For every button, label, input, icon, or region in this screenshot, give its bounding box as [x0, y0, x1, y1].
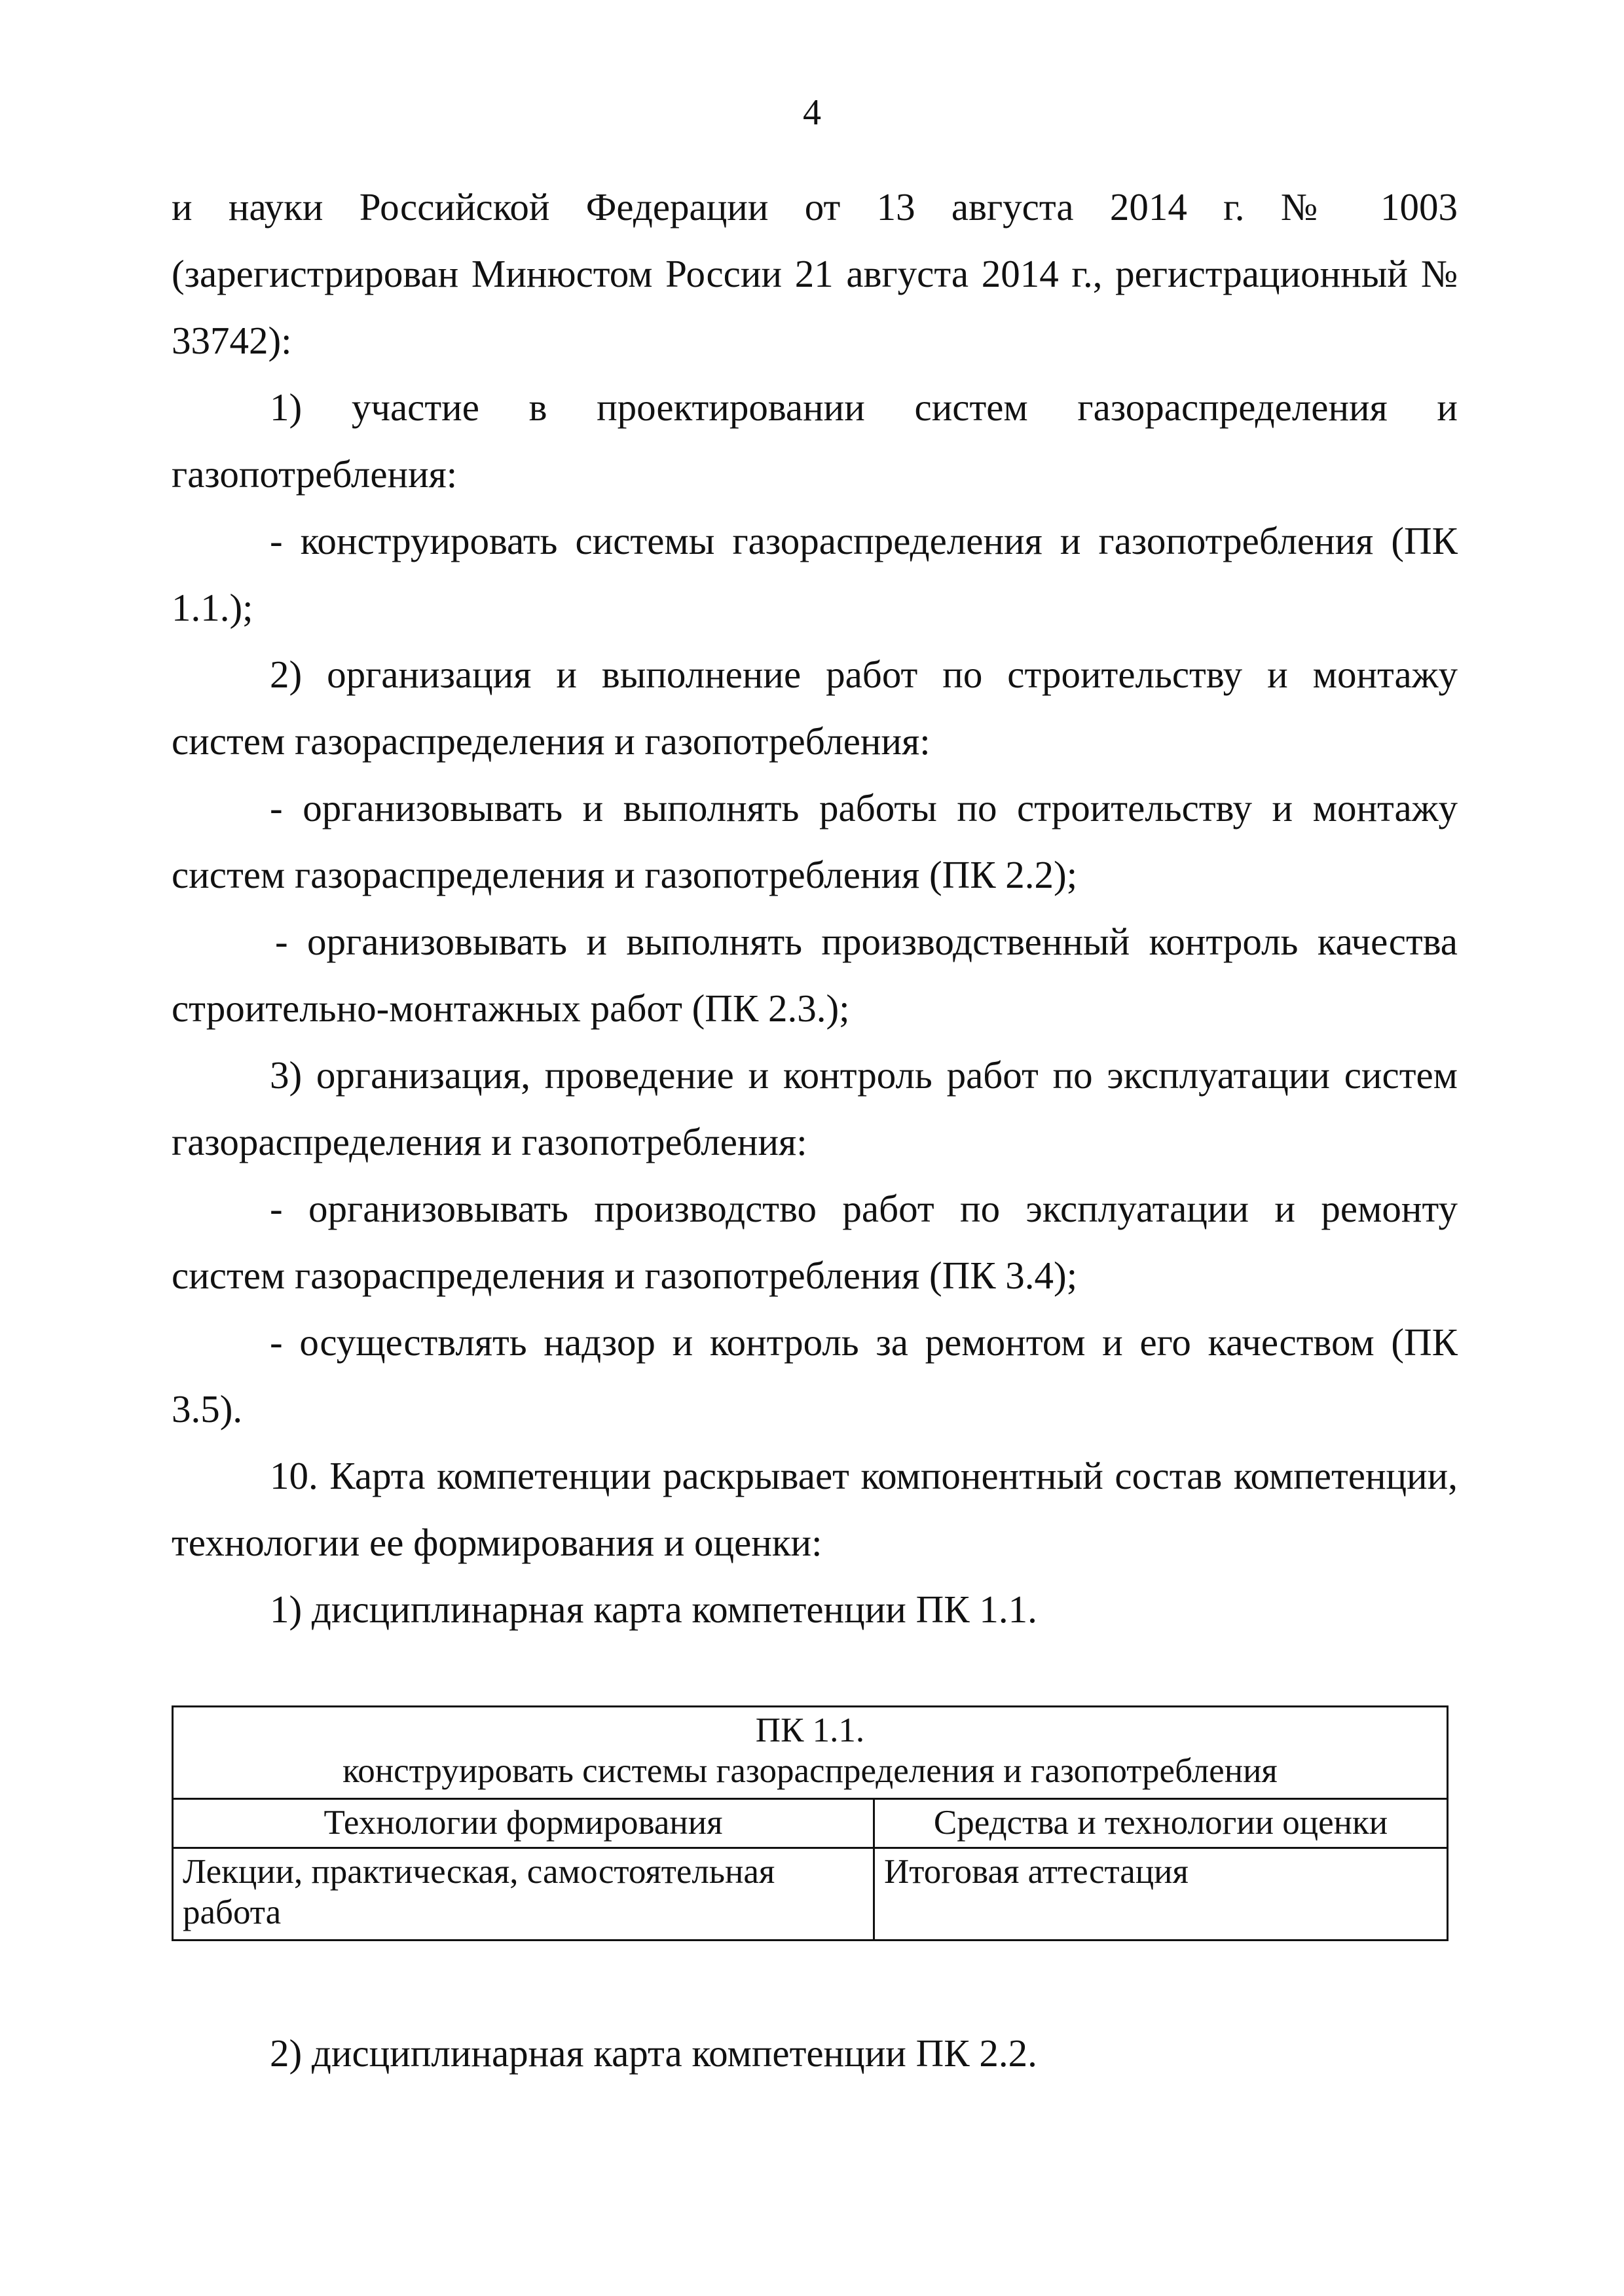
page-number: 4: [803, 92, 821, 133]
paragraph-pk-1-1: - конструировать системы газораспределения и газопотребления (ПК 1.1.);: [172, 519, 1458, 629]
paragraph-pk-3-4: - организовывать производство работ по эксплуатации и ремонту систем газораспределения и газопотребления (ПК 3.4);: [172, 1187, 1458, 1297]
paragraph-item-1: 1) участие в проектировании систем газораспределения и газопотребления:: [172, 386, 1458, 496]
table-header-cell: [173, 1707, 1448, 1799]
table-col-assessment-header: Средства и технологии оценки: [874, 1799, 1448, 1848]
paragraph-map-2: 2) дисциплинарная карта компетенции ПК 2.2.: [270, 2032, 1037, 2075]
paragraph-item-3: 3) организация, проведение и контроль работ по эксплуатации систем газораспределения и газопотребления:: [172, 1053, 1458, 1163]
paragraph-item-2: 2) организация и выполнение работ по строительству и монтажу систем газораспределения и газопотребления:: [172, 653, 1458, 763]
table-cell-assessment: Итоговая аттестация: [874, 1848, 1448, 1941]
table-column-headers: [173, 1799, 1448, 1848]
table-competence-title: конструировать системы газораспределения и газопотребления: [342, 1752, 1278, 1790]
table-competence-code: ПК 1.1.: [755, 1711, 865, 1749]
table-cell-formation: Лекции, практическая, самостоятельная работа: [173, 1848, 874, 1941]
paragraph-pk-2-3: - организовывать и выполнять производственный контроль качества строительно-монтажных работ (ПК 2.3.);: [172, 920, 1458, 1030]
paragraph-section-10: 10. Карта компетенции раскрывает компонентный состав компетенции, технологии ее формирования и оценки:: [172, 1454, 1458, 1564]
document-body: [172, 173, 1458, 1643]
competence-table-wrapper: [172, 1705, 1449, 1941]
table-header-row: [173, 1707, 1448, 1799]
document-tail: [172, 2020, 1458, 2086]
paragraph-pk-3-5: - осуществлять надзор и контроль за ремонтом и его качеством (ПК 3.5).: [172, 1321, 1458, 1430]
paragraph-intro: и науки Российской Федерации от 13 августа 2014 г. № 1003 (зарегистрирован Минюстом России 21 августа 2014 г., регистрационный № 33742):: [172, 185, 1458, 362]
table-row: [173, 1848, 1448, 1941]
paragraph-map-1: 1) дисциплинарная карта компетенции ПК 1.1.: [270, 1588, 1037, 1631]
table-col-formation-header: Технологии формирования: [173, 1799, 874, 1848]
paragraph-pk-2-2: - организовывать и выполнять работы по строительству и монтажу систем газораспределения и газопотребления (ПК 2.2);: [172, 786, 1458, 896]
competence-table: [172, 1705, 1449, 1941]
